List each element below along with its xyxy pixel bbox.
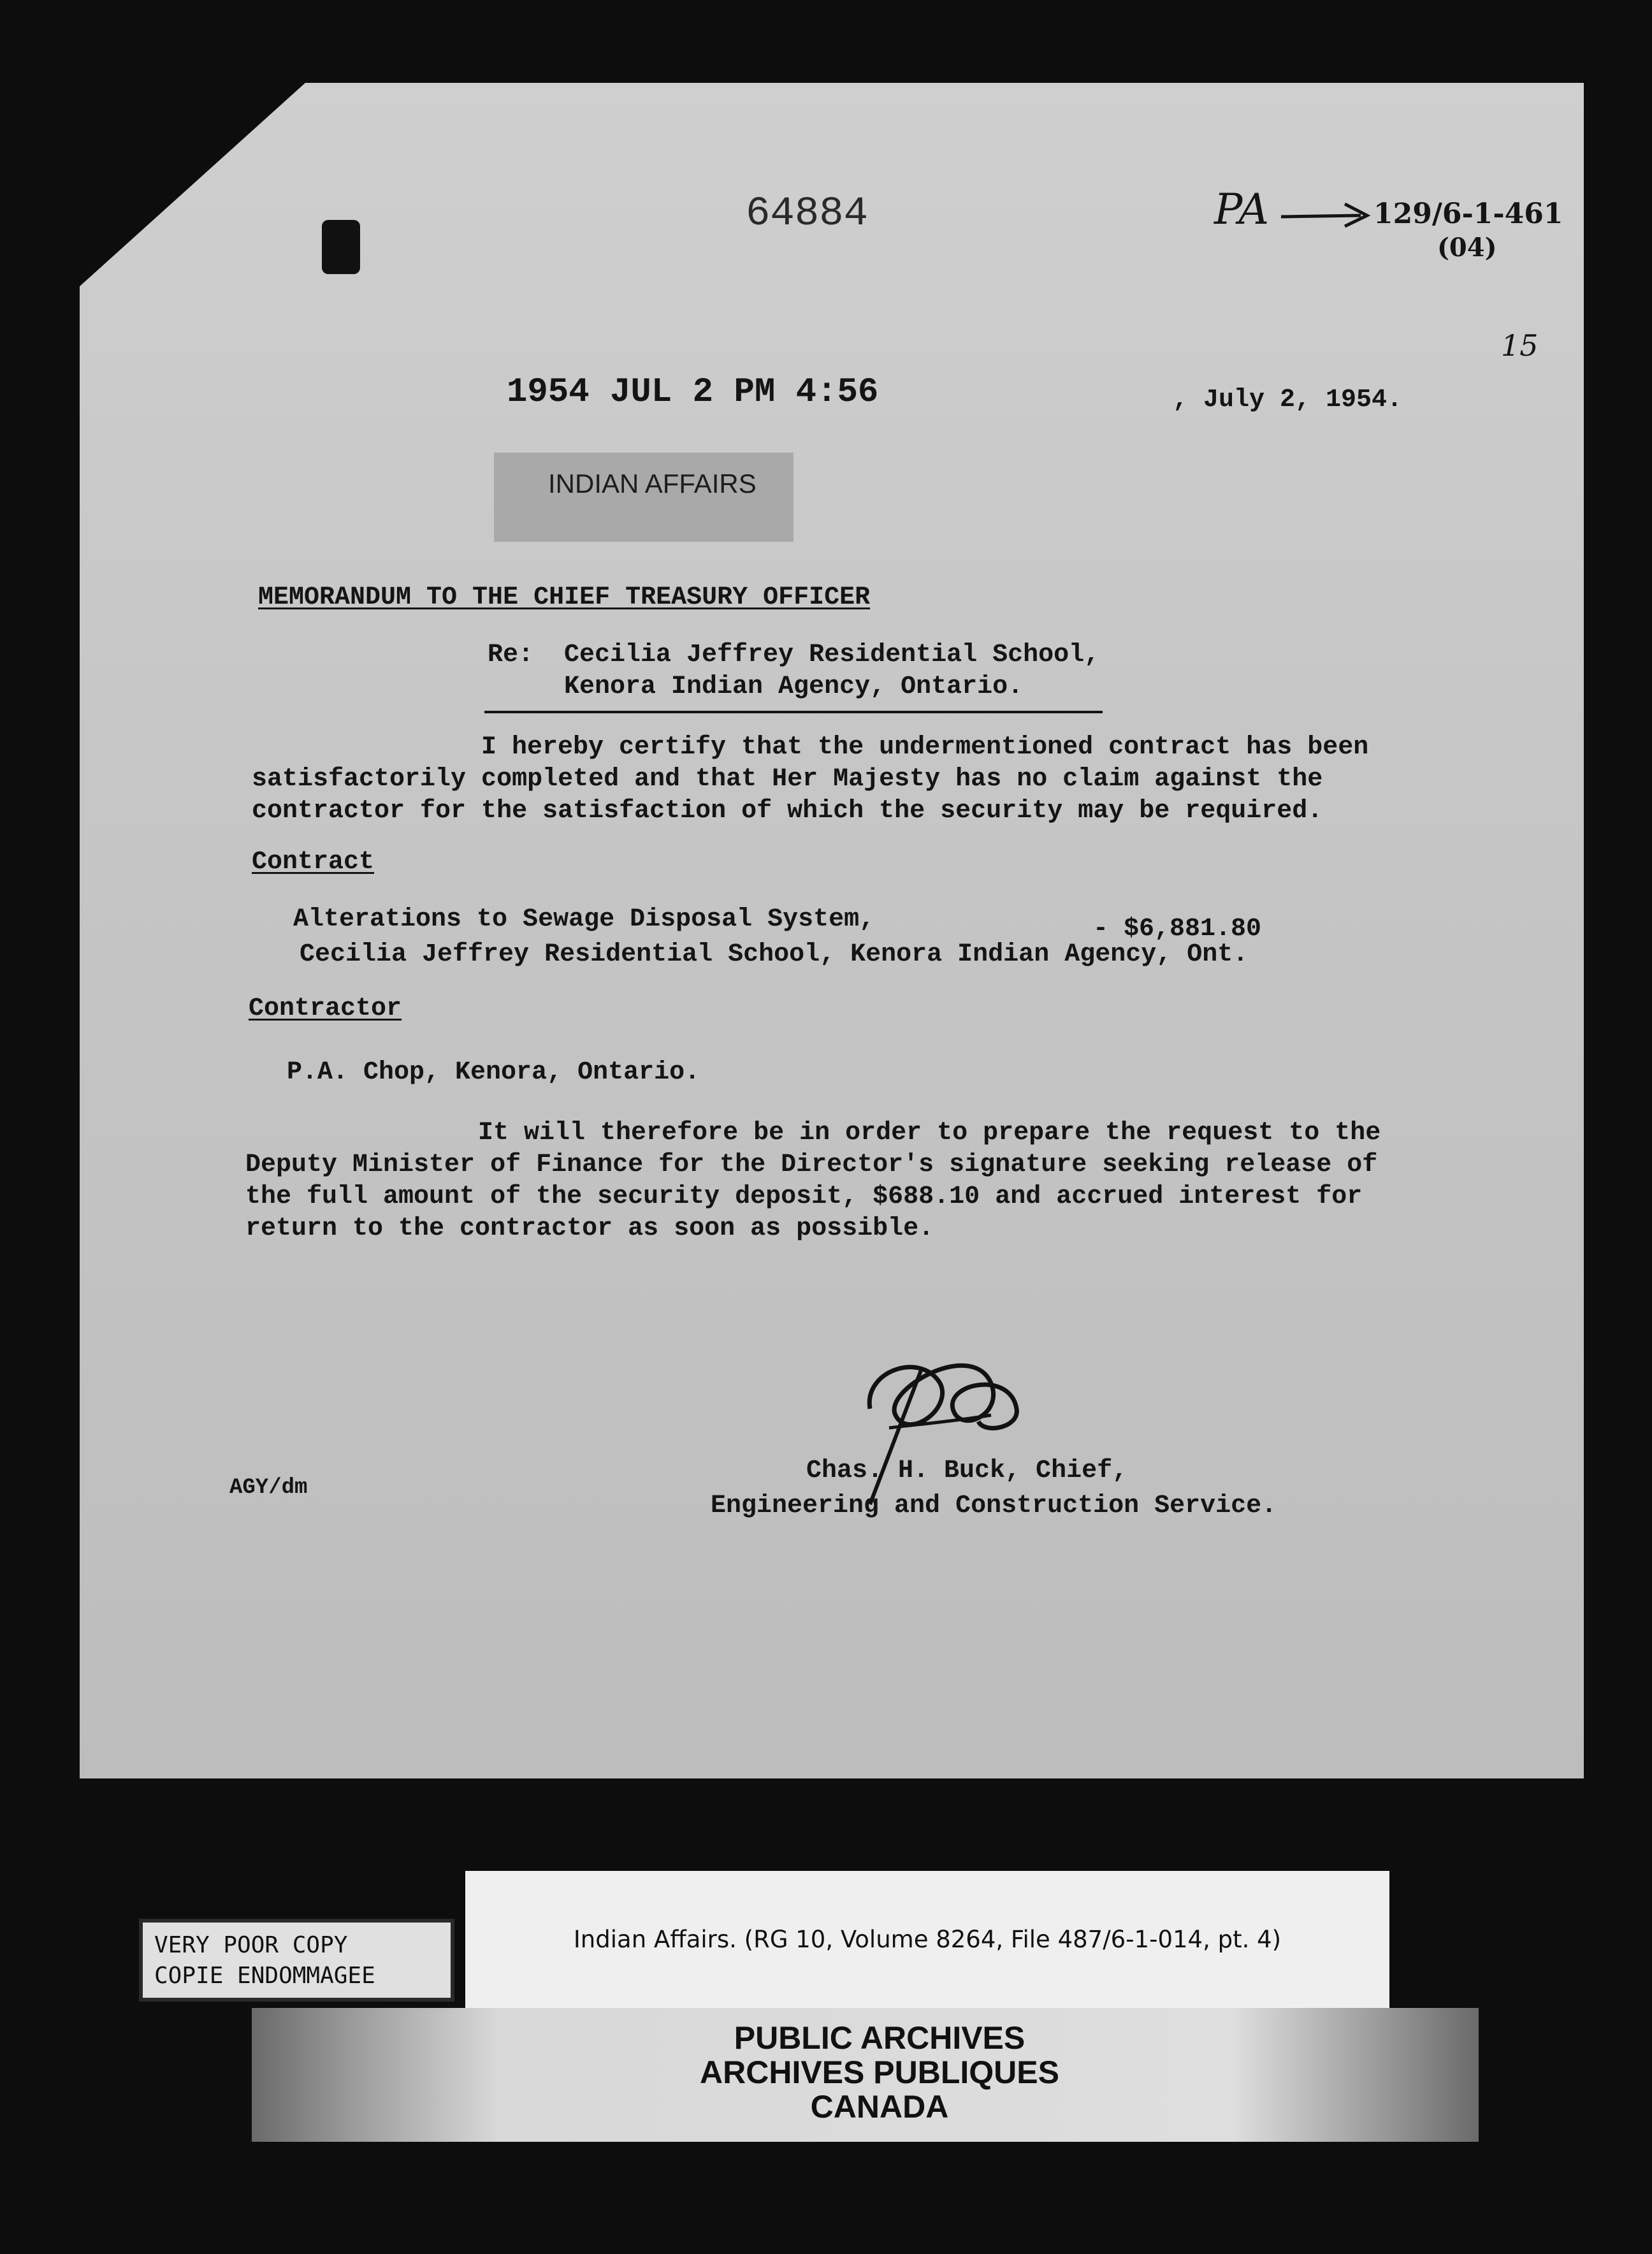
file-ref-sub: (04) — [1437, 233, 1497, 263]
poor-copy-fr: COPIE ENDOMMAGEE — [154, 1963, 375, 1989]
re-underline — [484, 711, 1103, 713]
para2-line-2: Deputy Minister of Finance for the Director's signature seeking release of — [245, 1151, 1378, 1179]
archives-country: CANADA — [810, 2089, 949, 2125]
para2-line-4: return to the contractor as soon as possible. — [245, 1214, 934, 1243]
received-stamp: 1954 JUL 2 PM 4:56 — [507, 373, 879, 412]
contract-heading: Contract — [252, 848, 375, 876]
file-ref-number: 129/6-1-461 — [1373, 198, 1563, 230]
contract-line-2: Cecilia Jeffrey Residential School, Kenora Indian Agency, Ont. — [300, 940, 1249, 969]
para1-line-2: satisfactorily completed and that Her Majesty has no claim against the — [252, 765, 1323, 794]
contract-amount: - $6,881.80 — [1093, 915, 1262, 943]
document-number-stamp: 64884 — [746, 191, 869, 237]
para2-line-1: It will therefore be in order to prepare the request to the — [478, 1119, 1381, 1147]
para2-line-3: the full amount of the security deposit, $688.10 and accrued interest for — [245, 1182, 1363, 1211]
re-line-2: Kenora Indian Agency, Ontario. — [564, 673, 1024, 701]
para1-line-3: contractor for the satisfaction of which the security may be required. — [252, 797, 1323, 825]
archive-reference-text: Indian Affairs. (RG 10, Volume 8264, File 487/6-1-014, pt. 4) — [573, 1926, 1282, 1953]
memo-title: MEMORANDUM TO THE CHIEF TREASURY OFFICER — [258, 583, 871, 612]
folio-number: 15 — [1501, 328, 1539, 363]
poor-copy-en: VERY POOR COPY — [154, 1932, 348, 1958]
archive-stamp — [625, 2021, 1134, 2124]
para1-line-1: I hereby certify that the undermentioned contract has been — [481, 733, 1369, 762]
contractor-heading: Contractor — [249, 994, 402, 1023]
signatory-line-1: Chas. H. Buck, Chief, — [806, 1457, 1128, 1485]
typist-initials: AGY/dm — [229, 1476, 308, 1500]
arrow-icon — [1278, 198, 1373, 229]
department-stamp-text: INDIAN AFFAIRS — [548, 469, 757, 498]
archives-fr: ARCHIVES PUBLIQUES — [700, 2054, 1059, 2090]
memo-date: , July 2, 1954. — [1173, 386, 1403, 414]
re-label: Re: — [488, 641, 534, 669]
archive-reference-label — [465, 1871, 1389, 2008]
punch-hole — [322, 220, 360, 274]
contractor-name: P.A. Chop, Kenora, Ontario. — [287, 1058, 700, 1087]
archives-en: PUBLIC ARCHIVES — [734, 2020, 1025, 2056]
poor-copy-label — [139, 1919, 454, 2002]
signature — [844, 1313, 1048, 1517]
file-ref-prefix: PA — [1214, 185, 1270, 234]
re-line-1: Cecilia Jeffrey Residential School, — [564, 641, 1100, 669]
contract-line-1: Alterations to Sewage Disposal System, — [293, 905, 875, 934]
signatory-line-2: Engineering and Construction Service. — [711, 1492, 1277, 1520]
